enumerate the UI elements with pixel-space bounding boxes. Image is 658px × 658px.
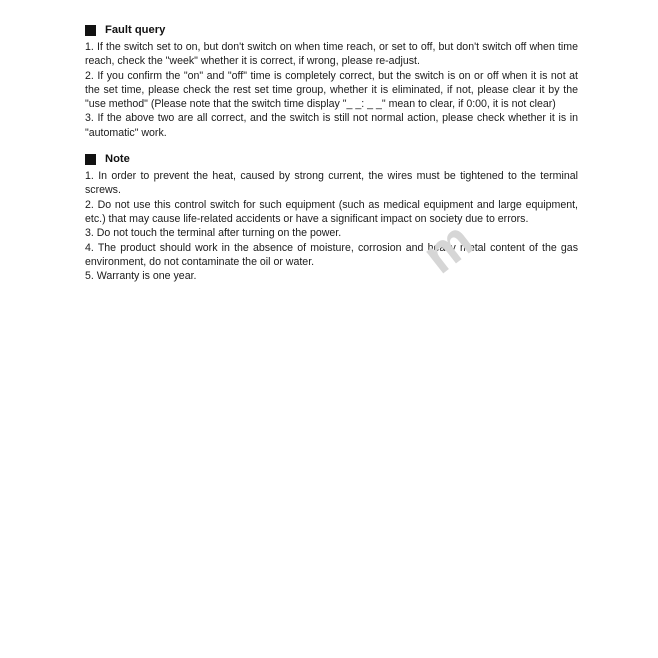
list-item: 4. The product should work in the absence of moisture, corrosion and heavy metal content of the gas environment, do not contaminate the oil or water. xyxy=(85,241,578,268)
fault-query-heading xyxy=(85,23,578,38)
note-heading xyxy=(85,152,578,167)
list-item: 2. If you confirm the "on" and "off" time is completely correct, but the switch is on or off when it is not at the set time, please check the rest set time group, whether it is eliminated, if not, please clear it by the "use method" (Please note that the switch time display "_ _: _ _" mean to clear, if 0:00, it is not clear) xyxy=(85,69,578,111)
list-item: 1. If the switch set to on, but don't switch on when time reach, or set to off, but don't switch off when time reach, check the "week" whether it is correct, if wrong, please re-adjust. xyxy=(85,41,578,68)
list-item: 1. In order to prevent the heat, caused by strong current, the wires must be tightened to the terminal screws. xyxy=(85,170,578,197)
list-item: 3. Do not touch the terminal after turning on the power. xyxy=(85,227,342,240)
list-item: 5. Warranty is one year. xyxy=(85,270,197,283)
list-item: 3. If the above two are all correct, and the switch is still not normal action, please check whether it is in "automatic" work. xyxy=(85,112,578,139)
watermark: m xyxy=(412,210,485,286)
section-fault-query xyxy=(85,23,578,140)
section-note xyxy=(85,152,578,286)
list-item: 2. Do not use this control switch for such equipment (such as medical equipment and large equipment, etc.) that may cause life-related accidents or have a significant impact on society due to errors. xyxy=(85,198,578,225)
square-bullet-icon xyxy=(85,25,96,36)
section-title: Note xyxy=(105,153,130,166)
square-bullet-icon xyxy=(85,154,96,165)
section-title: Fault query xyxy=(105,24,166,36)
document-content xyxy=(85,23,578,286)
